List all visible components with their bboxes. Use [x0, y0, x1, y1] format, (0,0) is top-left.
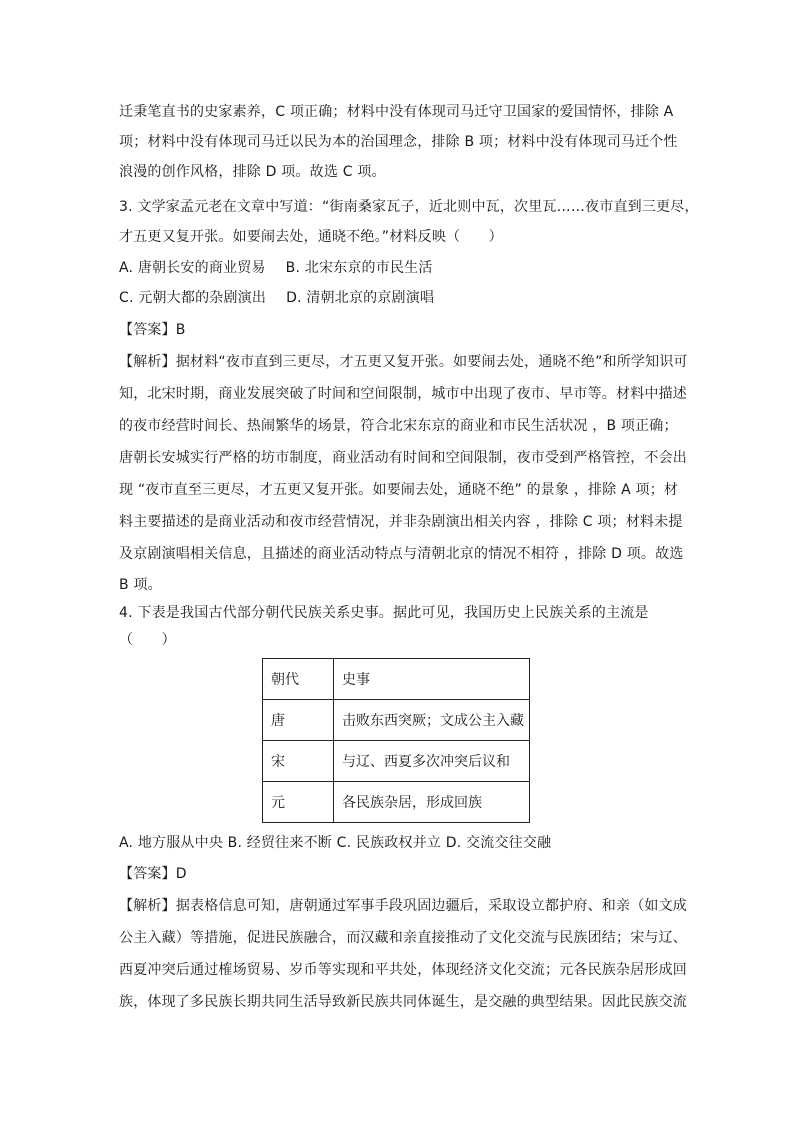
question-3-analysis-line: 料主要描述的是商业活动和夜市经营情况，并非杂剧演出相关内容 ，排除 C 项；材料未提	[119, 514, 683, 530]
question-4-options: A. 地方服从中央 B. 经贸往来不断 C. 民族政权并立 D. 交流交往交融	[119, 835, 552, 851]
question-3-analysis-line: 唐朝长安城实行严格的坊市制度，商业活动有时间和空间限制，夜市受到严格管控，不会出	[119, 450, 687, 466]
question-3-analysis-line: 的夜市经营时间长、热闹繁华的场景，符合北宋东京的商业和市民生活状况 ，B 项正确；	[119, 418, 678, 434]
option-b: B. 北宋东京的市民生活	[285, 260, 433, 276]
question-3-analysis-line: 知，北宋时期，商业发展突破了时间和空间限制，城市中出现了夜市、早市等。材料中描述	[119, 386, 687, 402]
question-3-analysis-line: B 项。	[119, 577, 162, 593]
table-row	[263, 741, 530, 782]
table-cell-event: 与辽、西夏多次冲突后议和	[334, 741, 530, 782]
option-a: A. 唐朝长安的商业贸易	[119, 260, 266, 276]
question-3-analysis-line: 现 “夜市直至三更尽，才五更又复开张。如要闹去处，通晓不绝” 的景象 ，排除 A 项；材	[119, 482, 679, 498]
table-cell-dynasty: 元	[263, 782, 334, 823]
table-header-cell: 史事	[334, 659, 530, 700]
text-line: 浪漫的创作风格，排除 D 项。故选 C 项。	[119, 164, 386, 180]
question-4-stem: 4. 下表是我国古代部分朝代民族关系史事。据此可见，我国历史上民族关系的主流是	[119, 605, 649, 621]
question-3-options-row	[119, 258, 433, 278]
table-header-cell: 朝代	[263, 659, 334, 700]
text-line: 迁秉笔直书的史家素养，C 项正确；材料中没有体现司马迁守卫国家的爱国情怀，排除 A	[119, 104, 674, 120]
table-cell-event: 各民族杂居，形成回族	[334, 782, 530, 823]
table-cell-dynasty: 唐	[263, 700, 334, 741]
table-row	[263, 782, 530, 823]
table-row	[263, 700, 530, 741]
question-4-analysis-line: 族，体现了多民族长期共同生活导致新民族共同体诞生，是交融的典型结果。因此民族交流	[119, 994, 687, 1010]
question-3-answer: 【答案】B	[119, 322, 186, 338]
question-3-options-row	[119, 288, 434, 308]
table-cell-event: 击败东西突厥；文成公主入藏	[334, 700, 530, 741]
question-3-analysis-line: 及京剧演唱相关信息，且描述的商业活动特点与清朝北京的情况不相符 ，排除 D 项。故选	[119, 546, 684, 562]
question-3-stem: 才五更又复开张。如要闹去处，通晓不绝。”材料反映（ ）	[119, 229, 503, 245]
question-4-answer: 【答案】D	[119, 866, 187, 882]
option-d: D. 清朝北京的京剧演唱	[286, 290, 435, 306]
question-3-analysis-line: 【解析】据材料“夜市直到三更尽，才五更又复开张。如要闹去处，通晓不绝”和所学知识可	[119, 354, 688, 370]
question-4-analysis-line: 公主入藏）等措施，促进民族融合，而汉藏和亲直接推动了文化交流与民族团结；宋与辽、	[119, 930, 687, 946]
table-cell-dynasty: 宋	[263, 741, 334, 782]
question-4-analysis-line: 【解析】据表格信息可知，唐朝通过军事手段巩固边疆后，采取设立都护府、和亲（如文成	[119, 898, 688, 914]
option-c: C. 元朝大都的杂剧演出	[119, 290, 267, 306]
question-3-stem: 3. 文学家孟元老在文章中写道：“街南桑家瓦子，近北则中瓦，次里瓦……夜市直到三更尽，	[119, 199, 699, 215]
text-line: 项；材料中没有体现司马迁以民为本的治国理念，排除 B 项；材料中没有体现司马迁个性	[119, 134, 678, 150]
analysis-label: 【解析】	[119, 354, 176, 370]
question-4-analysis-line: 西夏冲突后通过榷场贸易、岁币等实现和平共处，体现经济文化交流；元各民族杂居形成回	[119, 962, 687, 978]
question-4-stem: （ ）	[119, 632, 176, 648]
dynasty-relations-table	[262, 658, 530, 823]
analysis-label: 【解析】	[119, 898, 176, 914]
table-header-row	[263, 659, 530, 700]
